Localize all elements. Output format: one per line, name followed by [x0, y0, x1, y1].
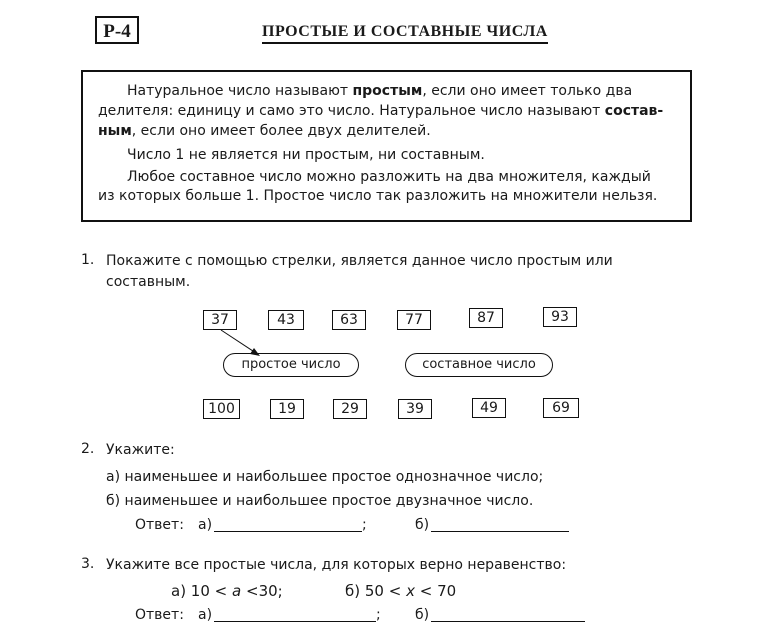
rule-line-5: Любое составное число можно разложить на два множителя, каждый — [127, 169, 651, 185]
number-box-87: 87 — [469, 308, 503, 328]
task-2-answer-a-field[interactable] — [214, 531, 362, 532]
task-3-answer-b-label: б) — [415, 607, 430, 623]
task-1-line-1: Покажите с помощью стрелки, является данное число простым или — [106, 253, 613, 269]
number-box-49: 49 — [472, 398, 506, 418]
task-3-inequality-a: а) 10 < a <30; — [171, 582, 283, 600]
task-3-inequality-b: б) 50 < x < 70 — [345, 582, 457, 600]
task-2-item-a: а) наименьшее и наибольшее простое однозначное число; — [106, 469, 544, 485]
worksheet-code-badge: Р-4 — [95, 16, 139, 44]
task-2-number: 2. — [81, 441, 95, 457]
rule-line-2: делителя: единицу и само это число. Натуральное число называют состав- — [98, 103, 664, 119]
task-3-answer-b-field[interactable] — [431, 621, 585, 622]
number-box-100: 100 — [203, 399, 240, 419]
number-box-37: 37 — [203, 310, 237, 330]
task-1-line-2: составным. — [106, 274, 191, 290]
task-2-answer-a-label: а) — [198, 517, 213, 533]
page-title: ПРОСТЫЕ И СОСТАВНЫЕ ЧИСЛА — [262, 23, 548, 44]
rule-line-3: ным, если оно имеет более двух делителей. — [98, 123, 431, 139]
rule-line-6: из которых больше 1. Простое число так разложить на множители нельзя. — [98, 188, 658, 204]
rule-line-1: Натуральное число называют простым, если оно имеет только два — [127, 83, 633, 99]
task-1-number: 1. — [81, 252, 95, 268]
task-2-title: Укажите: — [106, 442, 175, 458]
number-box-29: 29 — [333, 399, 367, 419]
number-box-77: 77 — [397, 310, 431, 330]
task-3-answer-a-field[interactable] — [214, 621, 376, 622]
composite-number-oval: составное число — [405, 353, 553, 377]
task-3-answer-label: Ответ: — [135, 607, 184, 623]
task-3-semicolon: ; — [376, 607, 381, 623]
task-2-semicolon: ; — [362, 517, 367, 533]
task-2-answer-label: Ответ: — [135, 517, 184, 533]
prime-number-oval: простое число — [223, 353, 359, 377]
task-3-text: Укажите все простые числа, для которых верно неравенство: — [106, 557, 567, 573]
number-box-39: 39 — [398, 399, 432, 419]
number-box-93: 93 — [543, 307, 577, 327]
number-box-19: 19 — [270, 399, 304, 419]
number-box-43: 43 — [268, 310, 304, 330]
number-box-63: 63 — [332, 310, 366, 330]
number-box-69: 69 — [543, 398, 579, 418]
task-2-answer-b-label: б) — [415, 517, 430, 533]
task-3-number: 3. — [81, 556, 95, 572]
task-2-item-b: б) наименьшее и наибольшее простое двузначное число. — [106, 493, 534, 509]
rule-line-4: Число 1 не является ни простым, ни составным. — [127, 147, 485, 163]
task-3-answer-a-label: а) — [198, 607, 213, 623]
task-2-answer-b-field[interactable] — [431, 531, 569, 532]
